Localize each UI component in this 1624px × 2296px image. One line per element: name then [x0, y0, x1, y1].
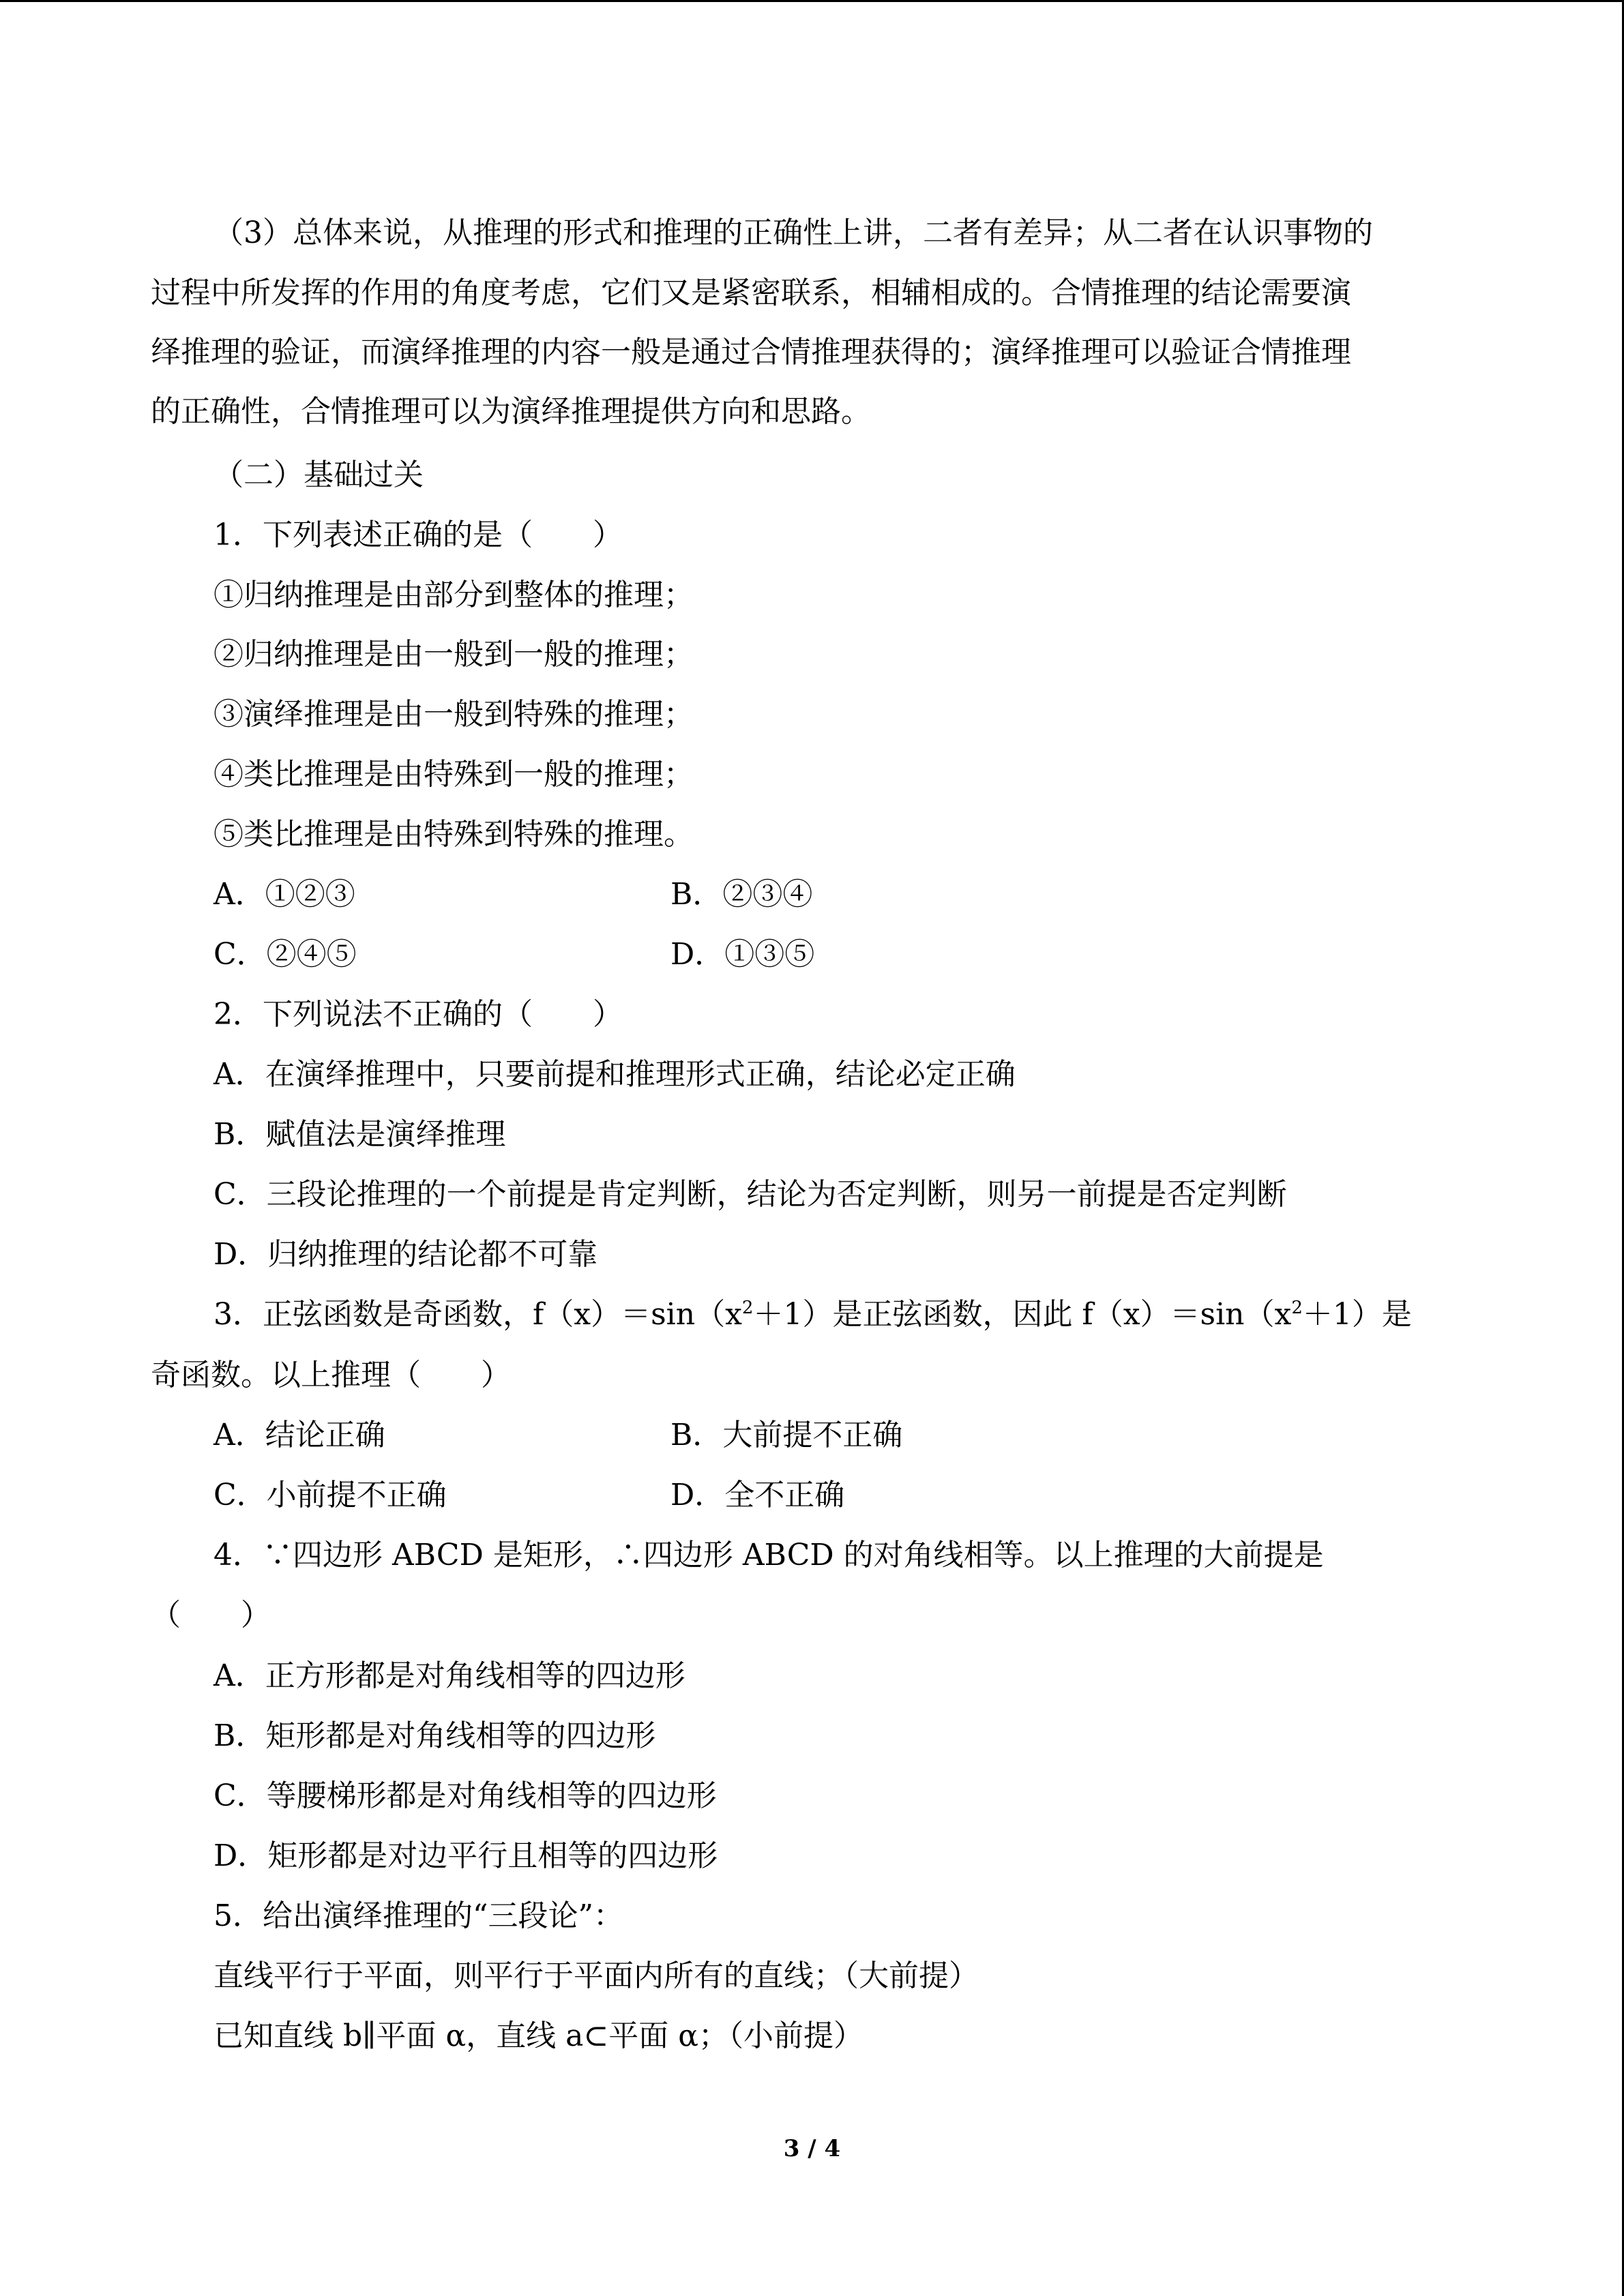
section-title: （二）基础过关 [213, 458, 424, 492]
question-1-statement: ②归纳推理是由一般到一般的推理； [213, 637, 694, 672]
option-a: A．结论正确 [213, 1418, 385, 1452]
option-c: C．等腰梯形都是对角线相等的四边形 [213, 1778, 717, 1813]
option-d: D．全不正确 [670, 1478, 845, 1512]
question-1-options-row [213, 934, 1237, 975]
question-4-stem-cont: （ ） [151, 1598, 271, 1632]
question-2-stem: 2．下列说法不正确的（ ） [213, 997, 623, 1032]
question-1-statement: ⑤类比推理是由特殊到特殊的推理。 [213, 817, 694, 852]
question-3-stem-cont: 奇函数。以上推理（ ） [151, 1358, 511, 1392]
option-d: D．归纳推理的结论都不可靠 [213, 1237, 598, 1272]
option-c: C．小前提不正确 [213, 1478, 447, 1512]
page-number: 3 / 4 [783, 2135, 841, 2162]
option-d: D．①③⑤ [670, 937, 815, 972]
paragraph-line: 的正确性，合情推理可以为演绎推理提供方向和思路。 [151, 394, 871, 429]
option-a: A．在演绎推理中，只要前提和推理形式正确，结论必定正确 [213, 1057, 1016, 1092]
option-c: C．②④⑤ [213, 937, 357, 972]
option-c: C．三段论推理的一个前提是肯定判断，结论为否定判断，则另一前提是否定判断 [213, 1177, 1287, 1212]
question-5-minor-premise: 已知直线 b∥平面 α，直线 a⊂平面 α；（小前提） [213, 2018, 863, 2053]
paragraph-line: 绎推理的验证，而演绎推理的内容一般是通过合情推理获得的；演绎推理可以验证合情推理 [151, 335, 1351, 370]
question-1-options-row [213, 874, 1237, 915]
option-b: B．矩形都是对角线相等的四边形 [213, 1718, 656, 1753]
question-1-statement: ①归纳推理是由部分到整体的推理； [213, 578, 694, 612]
question-3-options-row [213, 1415, 1237, 1456]
question-3-stem: 3．正弦函数是奇函数，$f(x)=\sin(x^2+1)$是正弦函数，因此 $f(x)=\sin(x^2+1)$是 [213, 1297, 1412, 1332]
superscript: 2 [741, 1298, 754, 1318]
question-5-major-premise: 直线平行于平面，则平行于平面内所有的直线；（大前提） [213, 1958, 979, 1993]
question-1-statement: ④类比推理是由特殊到一般的推理； [213, 757, 694, 792]
option-d: D．矩形都是对边平行且相等的四边形 [213, 1838, 718, 1873]
question-4-stem: 4．∵四边形 ABCD 是矩形，∴四边形 ABCD 的对角线相等。以上推理的大前提是 [213, 1538, 1324, 1572]
paragraph-line: 过程中所发挥的作用的角度考虑，它们又是紧密联系，相辅相成的。合情推理的结论需要演 [151, 275, 1351, 310]
option-b: B．大前提不正确 [670, 1418, 903, 1452]
question-5-stem: 5．给出演绎推理的“三段论”： [213, 1898, 623, 1933]
option-b: B．赋值法是演绎推理 [213, 1117, 506, 1152]
question-3-options-row [213, 1475, 1237, 1516]
option-a: A．正方形都是对角线相等的四边形 [213, 1658, 685, 1693]
question-1-stem: 1．下列表述正确的是（ ） [213, 518, 623, 552]
paragraph-line: （3）总体来说，从推理的形式和推理的正确性上讲，二者有差异；从二者在认识事物的 [213, 215, 1373, 250]
option-a: A．①②③ [213, 877, 355, 912]
question-1-statement: ③演绎推理是由一般到特殊的推理； [213, 697, 694, 732]
option-b: B．②③④ [670, 877, 813, 912]
superscript: 2 [1291, 1298, 1303, 1318]
